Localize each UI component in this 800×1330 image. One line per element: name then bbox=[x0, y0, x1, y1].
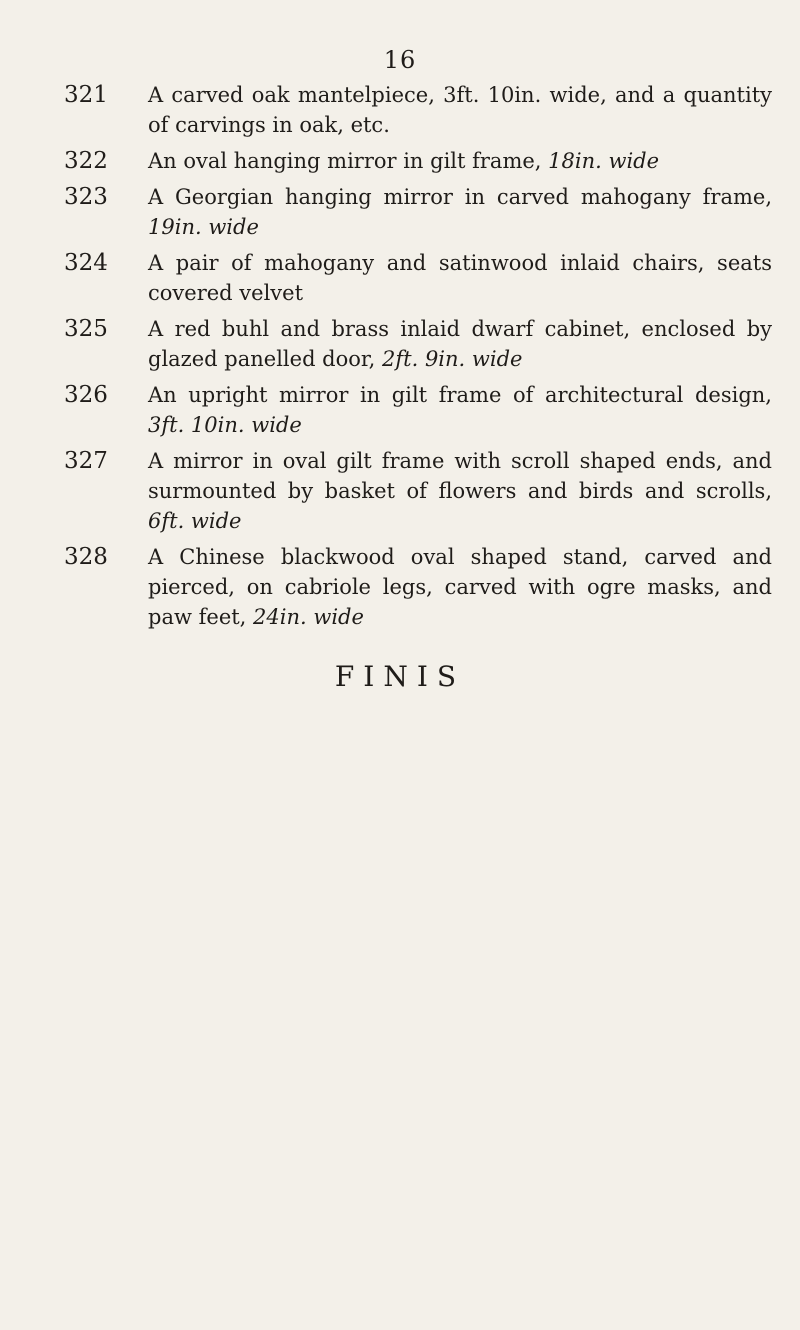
lot-description bbox=[148, 446, 772, 536]
lot-description bbox=[148, 542, 772, 632]
lot-number: 327 bbox=[64, 448, 108, 474]
lot-text: An oval hanging mirror in gilt frame, bbox=[148, 149, 542, 173]
lot-description bbox=[148, 248, 772, 308]
lot-text: A carved oak mantelpiece, 3ft. 10in. wide, and a quantity of carvings in oak, etc. bbox=[148, 83, 772, 137]
lot-dimension: 6ft. wide bbox=[148, 509, 242, 533]
lot-number: 326 bbox=[64, 382, 108, 408]
lot-item bbox=[0, 80, 800, 140]
lot-number: 324 bbox=[64, 250, 108, 276]
lot-dimension: 24in. wide bbox=[253, 605, 364, 629]
lot-item bbox=[0, 542, 800, 632]
lot-description bbox=[148, 146, 772, 176]
lot-text: A pair of mahogany and satinwood inlaid chairs, seats covered velvet bbox=[148, 251, 772, 305]
lot-description bbox=[148, 380, 772, 440]
lot-dimension: 19in. wide bbox=[148, 215, 259, 239]
lot-number: 325 bbox=[64, 316, 108, 342]
lot-description bbox=[148, 182, 772, 242]
lot-item bbox=[0, 380, 800, 440]
lot-dimension: 2ft. 9in. wide bbox=[382, 347, 523, 371]
lot-text: An upright mirror in gilt frame of architectural design, bbox=[148, 383, 772, 407]
lot-description bbox=[148, 80, 772, 140]
lot-number: 322 bbox=[64, 148, 108, 174]
lot-text: A Chinese blackwood oval shaped stand, carved and pierced, on cabriole legs, carved with ogre masks, and paw feet, bbox=[148, 545, 772, 629]
lot-item bbox=[0, 314, 800, 374]
lot-item bbox=[0, 182, 800, 242]
lot-dimension: 3ft. 10in. wide bbox=[148, 413, 302, 437]
lot-item bbox=[0, 146, 800, 176]
lot-dimension: 18in. wide bbox=[548, 149, 660, 173]
closing-word: FINIS bbox=[334, 660, 466, 693]
page-number: 16 bbox=[383, 46, 417, 74]
lot-number: 321 bbox=[64, 82, 108, 108]
lot-item bbox=[0, 446, 800, 536]
lot-list bbox=[0, 80, 800, 638]
lot-item bbox=[0, 248, 800, 308]
lot-text: A mirror in oval gilt frame with scroll shaped ends, and surmounted by basket of flowers and birds and scrolls, bbox=[148, 449, 772, 503]
lot-description bbox=[148, 314, 772, 374]
lot-text: A Georgian hanging mirror in carved mahogany frame, bbox=[148, 185, 772, 209]
lot-number: 323 bbox=[64, 184, 108, 210]
lot-text: A red buhl and brass inlaid dwarf cabinet, enclosed by glazed panelled door, bbox=[148, 317, 772, 371]
lot-number: 328 bbox=[64, 544, 108, 570]
